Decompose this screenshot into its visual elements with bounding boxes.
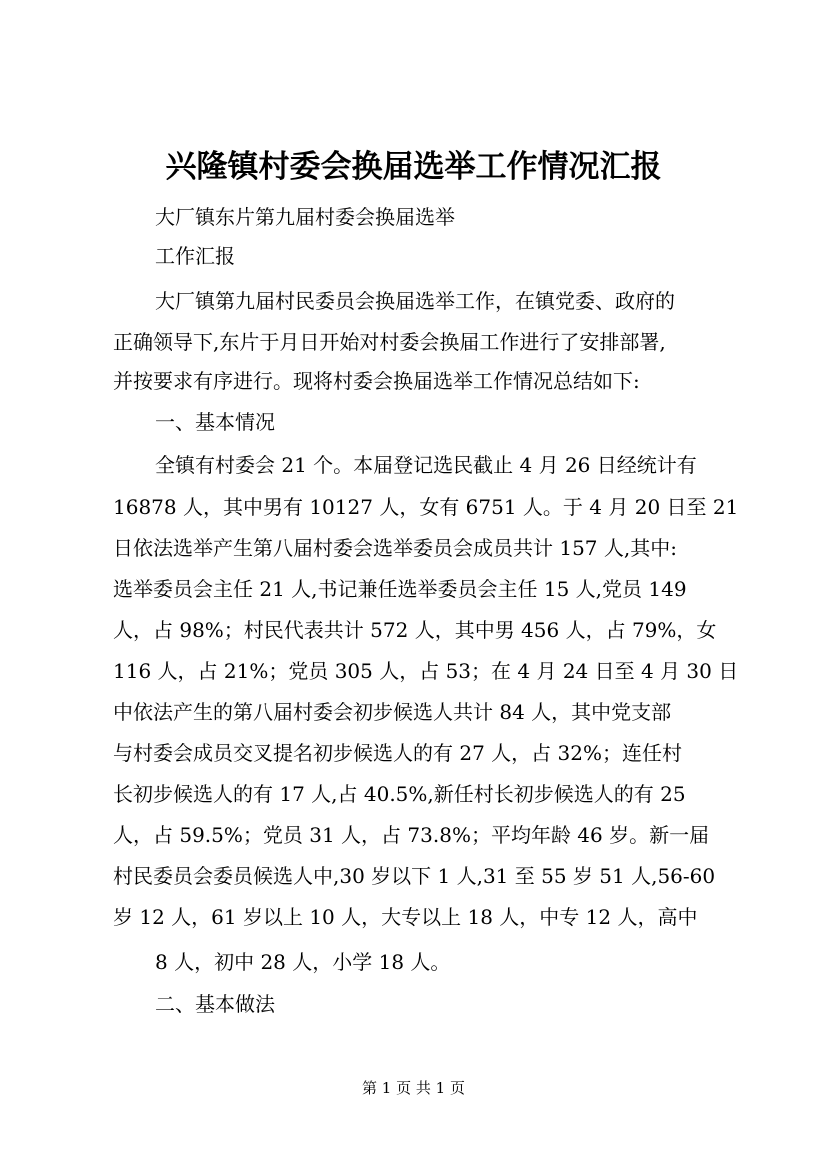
paragraph-line: 并按要求有序进行。现将村委会换届选举工作情况总结如下: [113, 369, 640, 393]
paragraph-line: 8 人，初中 28 人，小学 18 人。 [155, 950, 451, 974]
paragraph-line: 选举委员会主任 21 人,书记兼任选举委员会主任 15 人,党员 149 [113, 577, 687, 601]
paragraph-line: 长初步候选人的有 17 人,占 40.5%,新任村长初步候选人的有 25 [113, 782, 686, 806]
paragraph-line: 与村委会成员交叉提名初步候选人的有 27 人，占 32%；连任村 [113, 741, 682, 765]
subtitle-line: 大厂镇东片第九届村委会换届选举 [155, 205, 455, 229]
section-heading: 一、基本情况 [155, 410, 275, 434]
paragraph-line: 日依法选举产生第八届村委会选举委员会成员共计 157 人,其中: [113, 536, 677, 560]
subtitle-line: 工作汇报 [155, 244, 235, 268]
paragraph-line: 人，占 98%；村民代表共计 572 人，其中男 456 人，占 79%，女 [113, 618, 717, 642]
document-title: 兴隆镇村委会换届选举工作情况汇报 [165, 149, 662, 185]
paragraph-line: 16878 人，其中男有 10127 人，女有 6751 人。于 4 月 20 日至 21 [113, 495, 739, 519]
paragraph-line: 大厂镇第九届村民委员会换届选举工作，在镇党委、政府的 [155, 289, 675, 313]
paragraph-line: 村民委员会委员候选人中,30 岁以下 1 人,31 至 55 岁 51 人,56-60 [113, 864, 716, 888]
section-heading: 二、基本做法 [155, 992, 275, 1016]
paragraph-line: 人，占 59.5%；党员 31 人，占 73.8%；平均年龄 46 岁。新一届 [113, 823, 710, 847]
paragraph-line: 岁 12 人，61 岁以上 10 人，大专以上 18 人，中专 12 人，高中 [113, 905, 698, 929]
paragraph-line: 中依法产生的第八届村委会初步候选人共计 84 人，其中党支部 [113, 700, 672, 724]
paragraph-line: 正确领导下,东片于月日开始对村委会换届工作进行了安排部署, [113, 330, 666, 354]
paragraph-line: 全镇有村委会 21 个。本届登记选民截止 4 月 26 日经统计有 [155, 453, 697, 477]
page-footer: 第 1 页 共 1 页 [362, 1079, 465, 1097]
paragraph-line: 116 人，占 21%；党员 305 人，占 53；在 4 月 24 日至 4 月 30 日 [113, 659, 739, 683]
